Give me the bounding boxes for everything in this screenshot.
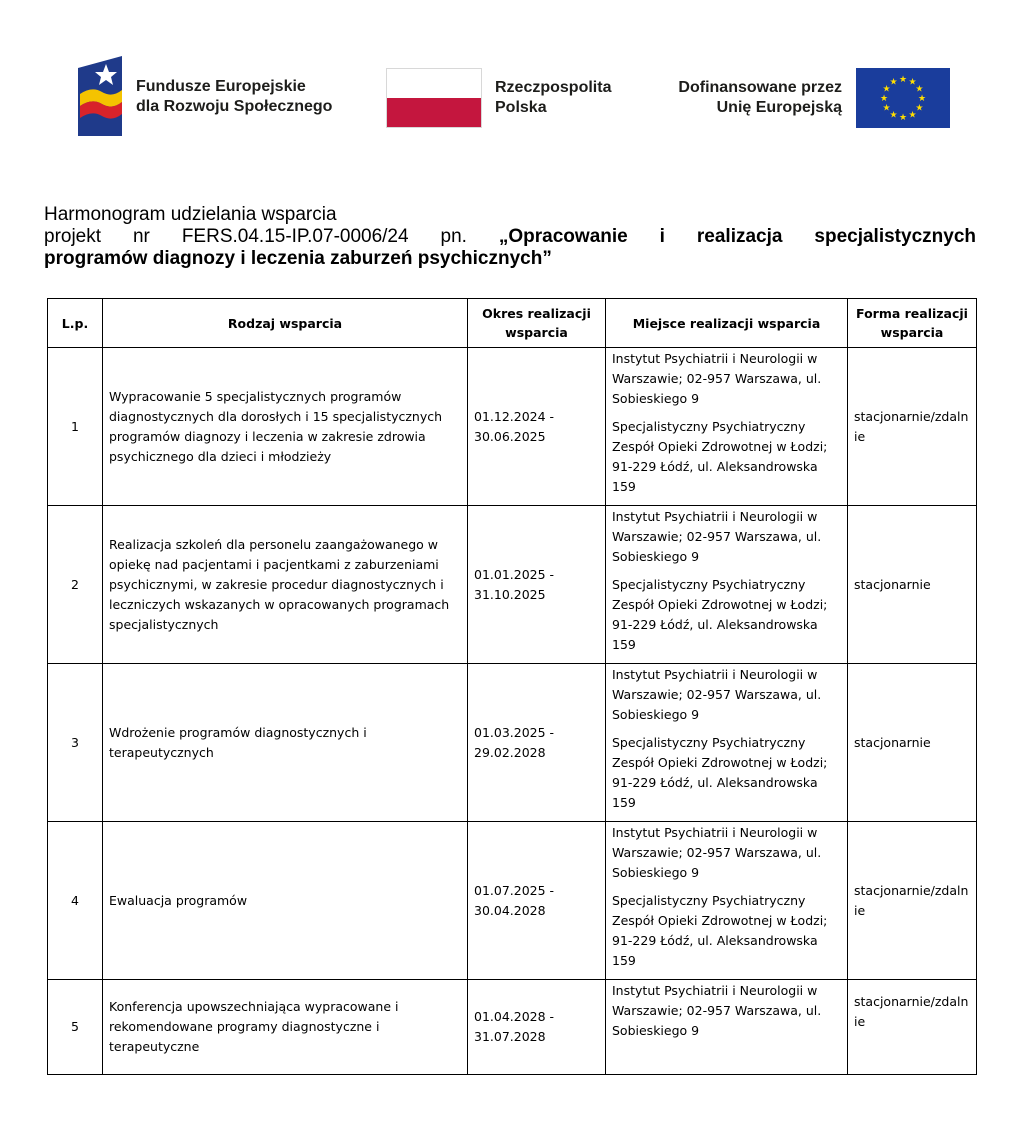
row-place: Instytut Psychiatrii i Neurologii w Warszawie; 02-957 Warszawa, ul. Sobieskiego 9 Specjalistyczny Psychiatryczny Zespół Opieki Zdrowotnej w Łodzi; 91-229 Łódź, ul. Aleksandrowska 159 — [606, 664, 848, 822]
heading-project-name-part1: „Opracowanie i realizacja specjalistycznych — [498, 226, 976, 247]
eu-star-icon: ★ — [889, 76, 898, 87]
row-lp: 2 — [48, 506, 103, 664]
row-lp: 1 — [48, 348, 103, 506]
row-support-type: Wdrożenie programów diagnostycznych i terapeutycznych — [103, 664, 468, 822]
heading-project-number: projekt nr FERS.04.15-IP.07-0006/24 pn. — [44, 226, 499, 247]
table-row — [48, 506, 977, 664]
row-support-type: Ewaluacja programów — [103, 822, 468, 980]
row-period: 01.07.2025 - 30.04.2028 — [468, 822, 606, 980]
table-row — [48, 664, 977, 822]
eu-logo-text: Dofinansowane przez Unię Europejską — [678, 79, 842, 116]
logo-bar — [78, 56, 950, 136]
eu-flag-icon — [856, 68, 950, 128]
row-lp: 5 — [48, 980, 103, 1075]
table-row — [48, 980, 977, 1075]
row-form: stacjonarnie/zdalnie — [848, 822, 977, 980]
row-form: stacjonarnie — [848, 506, 977, 664]
eu-star-icon: ★ — [915, 83, 924, 94]
row-support-type: Konferencja upowszechniająca wypracowane i rekomendowane programy diagnostyczne i terapeutyczne — [103, 980, 468, 1075]
eu-star-icon: ★ — [898, 74, 908, 84]
header-form: Forma realizacji wsparcia — [848, 299, 977, 348]
document-heading — [44, 204, 976, 270]
row-place: Instytut Psychiatrii i Neurologii w Warszawie; 02-957 Warszawa, ul. Sobieskiego 9 — [606, 980, 848, 1075]
fe-emblem-icon — [78, 56, 124, 136]
table-row — [48, 822, 977, 980]
row-form: stacjonarnie — [848, 664, 977, 822]
row-period: 01.12.2024 - 30.06.2025 — [468, 348, 606, 506]
eu-star-icon: ★ — [908, 109, 917, 120]
row-place: Instytut Psychiatrii i Neurologii w Warszawie; 02-957 Warszawa, ul. Sobieskiego 9 Specjalistyczny Psychiatryczny Zespół Opieki Zdrowotnej w Łodzi; 91-229 Łódź, ul. Aleksandrowska 159 — [606, 822, 848, 980]
row-form: stacjonarnie/zdalnie — [848, 348, 977, 506]
row-form: stacjonarnie/zdalnie — [848, 980, 977, 1075]
table-header-row — [48, 299, 977, 348]
row-period: 01.03.2025 - 29.02.2028 — [468, 664, 606, 822]
eu-star-icon: ★ — [889, 109, 898, 120]
eu-star-icon: ★ — [879, 93, 889, 103]
support-schedule-table — [47, 298, 977, 1075]
rzeczpospolita-polska-logo — [386, 68, 636, 128]
table-row — [48, 348, 977, 506]
eu-star-icon: ★ — [898, 112, 908, 122]
row-place: Instytut Psychiatrii i Neurologii w Warszawie; 02-957 Warszawa, ul. Sobieskiego 9 Specjalistyczny Psychiatryczny Zespół Opieki Zdrowotnej w Łodzi; 91-229 Łódź, ul. Aleksandrowska 159 — [606, 506, 848, 664]
row-support-type: Wypracowanie 5 specjalistycznych programów diagnostycznych dla dorosłych i 15 specjalistycznych programów diagnozy i leczenia w zakresie zdrowia psychicznego dla dzieci i młodzieży — [103, 348, 468, 506]
row-lp: 4 — [48, 822, 103, 980]
eu-star-icon: ★ — [908, 76, 917, 87]
header-support-type: Rodzaj wsparcia — [103, 299, 468, 348]
polish-flag-icon — [386, 68, 482, 128]
row-period: 01.01.2025 - 31.10.2025 — [468, 506, 606, 664]
fe-logo-text: Fundusze Europejskie dla Rozwoju Społecznego — [136, 78, 333, 115]
heading-title: Harmonogram udzielania wsparcia — [44, 204, 337, 225]
eu-cofinanced-logo — [660, 68, 950, 128]
eu-star-icon: ★ — [882, 102, 891, 113]
eu-star-icon: ★ — [915, 102, 924, 113]
header-place: Miejsce realizacji wsparcia — [606, 299, 848, 348]
header-period: Okres realizacji wsparcia — [468, 299, 606, 348]
fundusze-europejskie-logo — [78, 56, 378, 136]
row-period: 01.04.2028 - 31.07.2028 — [468, 980, 606, 1075]
pl-logo-text: Rzeczpospolita Polska — [495, 79, 612, 116]
heading-project-name-part2: programów diagnozy i leczenia zaburzeń psychicznych” — [44, 248, 552, 269]
row-place: Instytut Psychiatrii i Neurologii w Warszawie; 02-957 Warszawa, ul. Sobieskiego 9 Specjalistyczny Psychiatryczny Zespół Opieki Zdrowotnej w Łodzi; 91-229 Łódź, ul. Aleksandrowska 159 — [606, 348, 848, 506]
header-lp: L.p. — [48, 299, 103, 348]
eu-star-icon: ★ — [882, 83, 891, 94]
row-support-type: Realizacja szkoleń dla personelu zaangażowanego w opiekę nad pacjentami i pacjentkami z zaburzeniami psychicznymi, w zakresie procedur diagnostycznych i leczniczych wskazanych w opracowanych programach specjalistycznych — [103, 506, 468, 664]
eu-star-icon: ★ — [917, 93, 927, 103]
heading-project-line — [44, 226, 976, 248]
row-lp: 3 — [48, 664, 103, 822]
